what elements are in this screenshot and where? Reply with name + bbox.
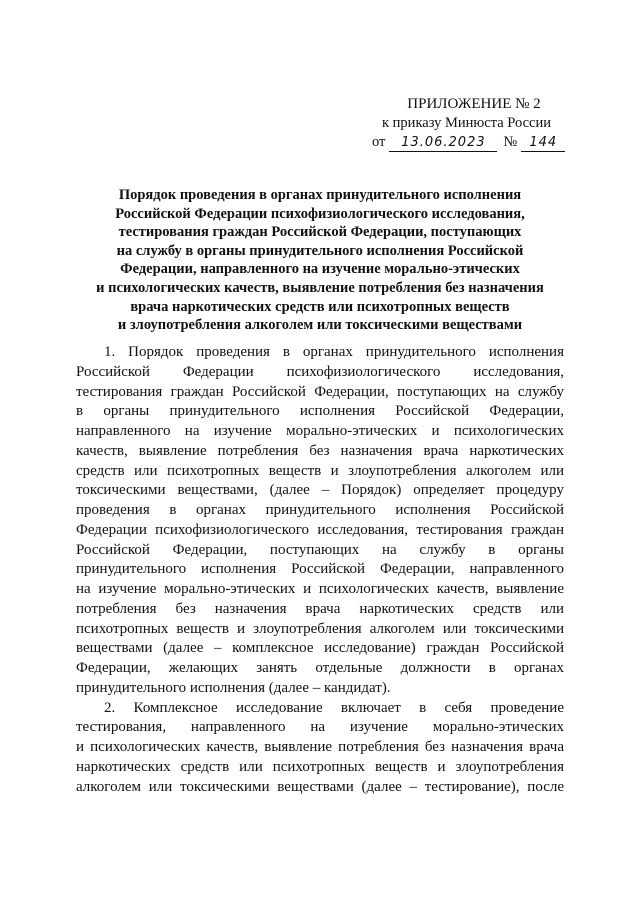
paragraph-1-line: Федерации психофизиологического исследования, тестирования граждан [76,521,564,538]
paragraph-1-line: токсическими веществами, (далее – Порядок) определяет процедуру [76,482,564,499]
paragraph-2-line: наркотических средств или психотропных веществ и злоупотребления [76,758,564,775]
paragraph-1-line: психотропных веществ и злоупотребления алкоголем или токсическими [76,620,564,637]
title-line: и психологических качеств, выявление потребления без назначения [96,279,544,296]
paragraph-1-line: качеств, выявление потребления без назначения врача наркотических [76,442,564,459]
paragraph-1-line: принудительного исполнения (далее – кандидат). [76,679,391,696]
paragraph-1-line: проведения в органах принудительного исполнения Российской [76,502,564,518]
paragraph-1-line: принудительного исполнения Российской Федерации, направленного [76,561,564,578]
paragraph-2-line: 2. Комплексное исследование включает в себя проведение [104,699,564,716]
paragraph-2-line: алкоголем или токсическими веществами (далее – тестирование), после [76,778,564,795]
appendix-order-reference: к приказу Минюста России [382,115,551,131]
date-label: от [372,134,386,150]
title-line: тестирования граждан Российской Федерации, поступающих [118,224,522,241]
title-line: врача наркотических средств или психотропных веществ [130,298,510,315]
paragraph-2-line: тестирования, направленного на изучение морально-этических [76,719,564,736]
paragraph-1-line: 1. Порядок проведения в органах принудительного исполнения [104,344,564,360]
title-line: Порядок проведения в органах принудительного исполнения [118,187,522,203]
paragraph-1-line: Российской Федерации психофизиологического исследования, [76,363,564,380]
number-label: № [503,134,518,150]
paragraph-1-line: тестирования граждан Российской Федерации, поступающих на службу [76,383,564,400]
appendix-title: ПРИЛОЖЕНИЕ № 2 [407,96,541,112]
paragraph-1-line: Федерации, желающих занять отдельные должности в органах [76,660,564,676]
title-line: и злоупотребления алкоголем или токсическими веществами [117,317,523,334]
paragraph-1-line: средств или психотропных веществ и злоупотребления алкоголем или [76,462,564,479]
paragraph-1-line: направленного на изучение морально-этических и психологических [76,423,564,439]
paragraph-1-line: веществами (далее – комплексное исследование) граждан Российской [76,640,564,657]
paragraph-1-line: потребления без назначения врача наркотических средств или [76,600,564,617]
handwritten-number: 144 [521,135,565,152]
paragraph-1-line: в органы принудительного исполнения Российской Федерации, [76,403,564,420]
paragraph-1-line: Российской Федерации, поступающих на службу в органы [76,541,564,558]
appendix-header [372,95,572,152]
title-line: Российской Федерации психофизиологического исследования, [115,205,525,222]
paragraph-1-line: на изучение морально-этических и психологических качеств, выявление [76,581,564,597]
title-line: на службу в органы принудительного исполнения Российской [116,242,524,259]
document-title [70,186,570,335]
title-line: Федерации, направленного на изучение морально-этических [120,261,520,278]
appendix-date-line [372,133,572,152]
document-body [76,343,564,797]
handwritten-date: 13.06.2023 [389,135,497,152]
paragraph-2-line: и психологических качеств, выявление потребления без назначения врача [76,739,564,755]
